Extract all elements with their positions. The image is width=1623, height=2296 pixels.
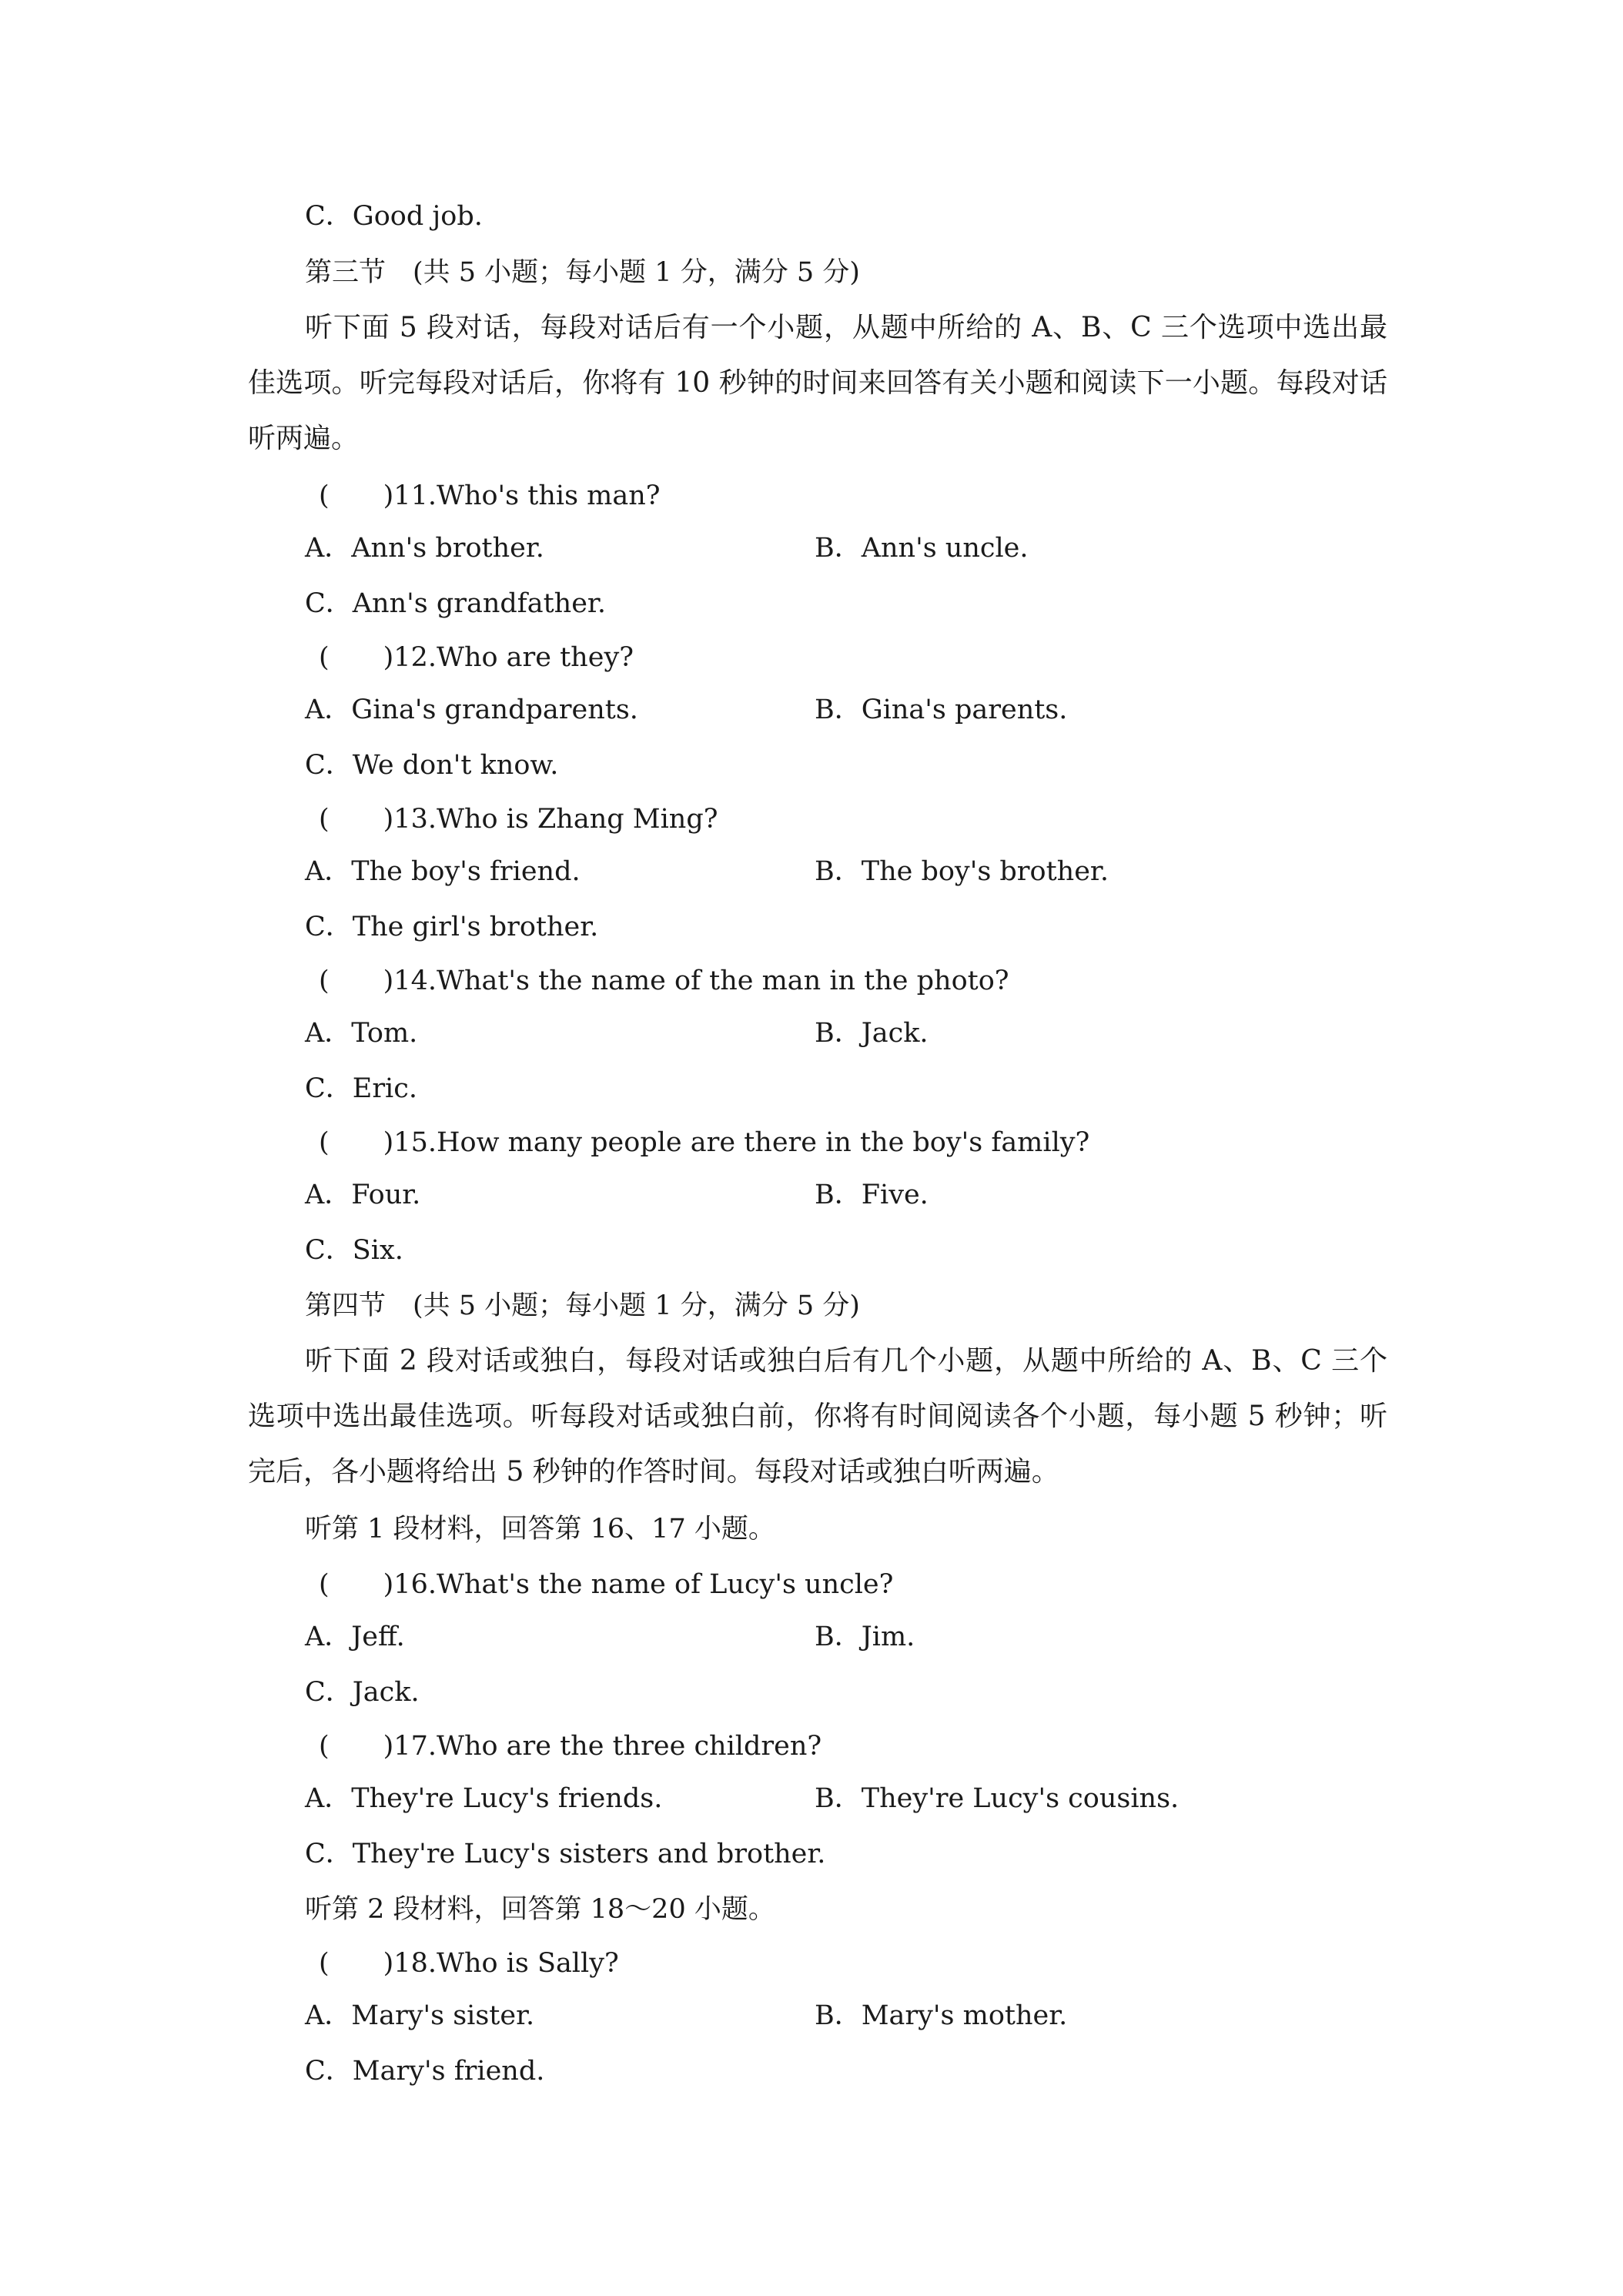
option-c-top: C．Good job. xyxy=(305,201,483,232)
question-16: ( )16.What's the name of Lucy's uncle? xyxy=(319,1569,894,1600)
q16-option-b: B．Jim. xyxy=(815,1622,915,1652)
material-2-heading: 听第 2 段材料，回答第 18～20 小题。 xyxy=(305,1894,775,1925)
q18-option-a: A．Mary's sister. xyxy=(305,2000,535,2031)
section3-instructions: 听下面 5 段对话，每段对话后有一个小题，从题中所给的 A、B、C 三个选项中选出最佳选项。听完每段对话后，你将有 10 秒钟的时间来回答有关小题和阅读下一小题。每段对话听两遍。 xyxy=(248,312,1387,454)
material-1-heading: 听第 1 段材料，回答第 16、17 小题。 xyxy=(305,1514,775,1545)
q11-option-c: C．Ann's grandfather. xyxy=(305,588,606,619)
question-15: ( )15.How many people are there in the boy's family? xyxy=(319,1127,1090,1158)
question-11: ( )11.Who's this man? xyxy=(319,480,661,511)
q13-option-b: B．The boy's brother. xyxy=(815,856,1109,887)
question-17: ( )17.Who are the three children? xyxy=(319,1731,822,1762)
q15-option-a: A．Four. xyxy=(305,1180,421,1210)
q12-option-c: C．We don't know. xyxy=(305,750,559,781)
q15-option-c: C．Six. xyxy=(305,1235,403,1266)
q11-option-b: B．Ann's uncle. xyxy=(815,533,1029,564)
q14-option-b: B．Jack. xyxy=(815,1018,929,1049)
section4-instructions: 听下面 2 段对话或独白，每段对话或独白后有几个小题，从题中所给的 A、B、C 三个选项中选出最佳选项。听每段对话或独白前，你将有时间阅读各个小题，每小题 5 秒钟；听完后，各小题将给出 5 秒钟的作答时间。每段对话或独白听两遍。 xyxy=(248,1345,1387,1488)
q17-option-c: C．They're Lucy's sisters and brother. xyxy=(305,1839,826,1869)
q18-option-b: B．Mary's mother. xyxy=(815,2000,1068,2031)
question-12: ( )12.Who are they? xyxy=(319,642,634,673)
q13-option-c: C．The girl's brother. xyxy=(305,912,599,942)
q16-option-a: A．Jeff. xyxy=(305,1622,405,1652)
q17-option-b: B．They're Lucy's cousins. xyxy=(815,1783,1180,1814)
q16-option-c: C．Jack. xyxy=(305,1677,420,1708)
q14-option-c: C．Eric. xyxy=(305,1073,417,1104)
q15-option-b: B．Five. xyxy=(815,1180,929,1210)
q13-option-a: A．The boy's friend. xyxy=(305,856,581,887)
question-18: ( )18.Who is Sally? xyxy=(319,1948,619,1979)
q12-option-b: B．Gina's parents. xyxy=(815,694,1068,725)
section4-heading: 第四节 (共 5 小题；每小题 1 分，满分 5 分) xyxy=(305,1290,860,1321)
q14-option-a: A．Tom. xyxy=(305,1018,418,1049)
question-14: ( )14.What's the name of the man in the photo? xyxy=(319,966,1009,996)
question-13: ( )13.Who is Zhang Ming? xyxy=(319,804,718,835)
q11-option-a: A．Ann's brother. xyxy=(305,533,544,564)
q12-option-a: A．Gina's grandparents. xyxy=(305,694,638,725)
q18-option-c: C．Mary's friend. xyxy=(305,2056,545,2087)
section3-heading: 第三节 (共 5 小题；每小题 1 分，满分 5 分) xyxy=(305,257,860,288)
q17-option-a: A．They're Lucy's friends. xyxy=(305,1783,663,1814)
